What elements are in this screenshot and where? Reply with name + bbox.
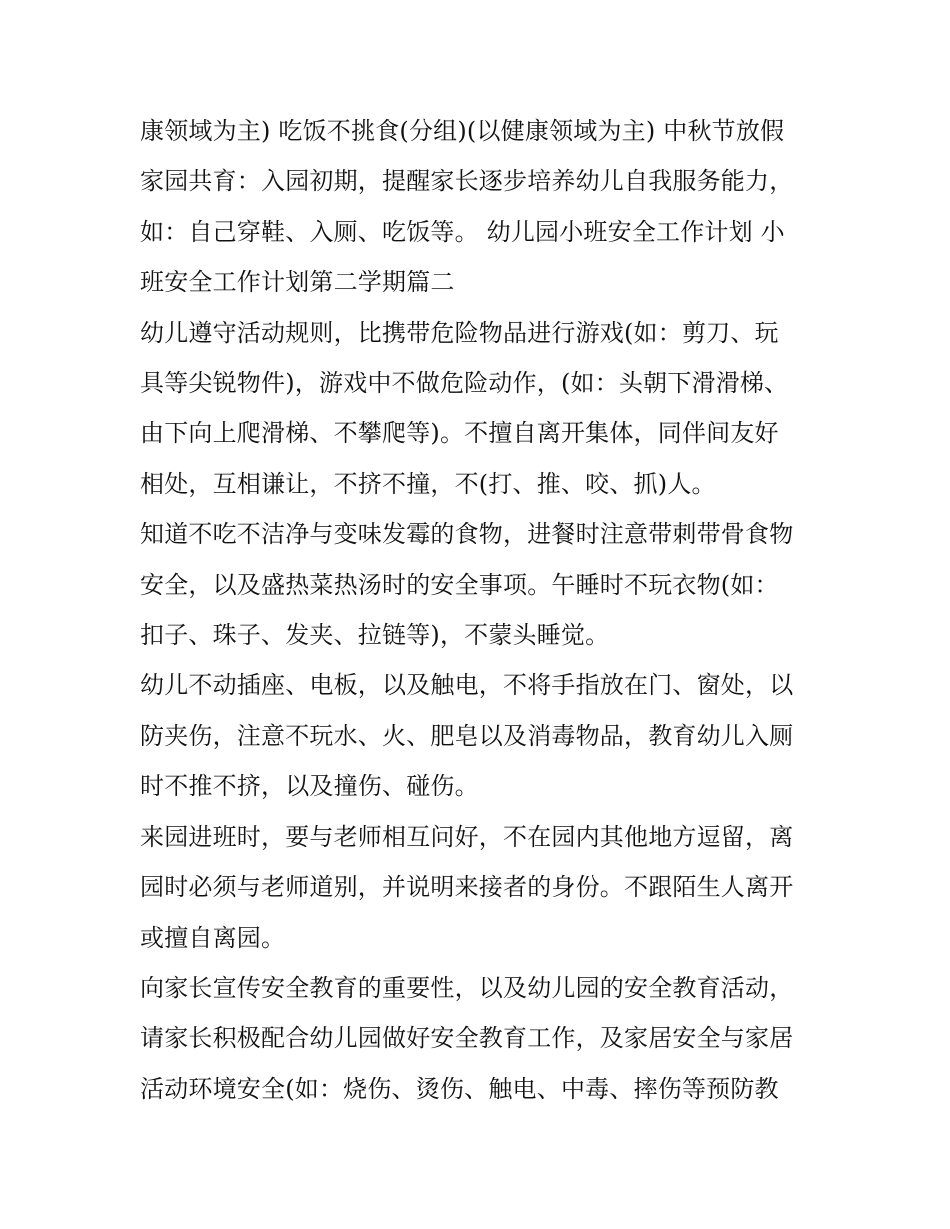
text-line: 相处，互相谦让，不挤不撞，不(打、推、咬、抓)人。 xyxy=(140,469,716,498)
text-line: 请家长积极配合幼儿园做好安全教育工作，及家居安全与家居 xyxy=(140,1024,794,1053)
text-line: 家园共育：入园初期，提醒家长逐步培养幼儿自我服务能力， xyxy=(140,167,794,196)
paragraph-5 xyxy=(140,812,830,963)
paragraph-2 xyxy=(140,308,830,510)
text-line: 幼儿遵守活动规则，比携带危险物品进行游戏(如：剪刀、玩 xyxy=(140,318,779,347)
text-line: 园时必须与老师道别，并说明来接者的身份。不跟陌生人离开 xyxy=(140,873,794,902)
paragraph-4 xyxy=(140,660,830,811)
text-line: 知道不吃不洁净与变味发霉的食物，进餐时注意带刺带骨食物 xyxy=(140,520,794,549)
text-line: 扣子、珠子、发夹、拉链等)，不蒙头睡觉。 xyxy=(140,621,610,650)
text-line: 幼儿不动插座、电板，以及触电，不将手指放在门、窗处，以 xyxy=(140,671,794,700)
text-line: 时不推不挤，以及撞伤、碰伤。 xyxy=(140,772,479,801)
text-line: 安全，以及盛热菜热汤时的安全事项。午睡时不玩衣物(如： xyxy=(140,570,779,599)
text-line: 具等尖锐物件)，游戏中不做危险动作，(如：头朝下滑滑梯、 xyxy=(140,369,789,398)
text-line: 来园进班时，要与老师相互问好，不在园内其他地方逗留，离 xyxy=(140,822,794,851)
text-line: 活动环境安全(如：烧伤、烫伤、触电、中毒、摔伤等预防教 xyxy=(140,1074,779,1103)
paragraph-1 xyxy=(140,106,830,308)
text-line: 如：自己穿鞋、入厕、吃饭等。 幼儿园小班安全工作计划 小 xyxy=(140,217,785,246)
text-line: 或擅自离园。 xyxy=(140,923,286,952)
text-line: 由下向上爬滑梯、不攀爬等)。不擅自离开集体，同伴间友好 xyxy=(140,419,779,448)
text-line: 康领域为主) 吃饭不挑食(分组)(以健康领域为主) 中秋节放假 xyxy=(140,117,785,145)
paragraph-6 xyxy=(140,963,830,1114)
document-body xyxy=(140,106,830,1114)
paragraph-3 xyxy=(140,509,830,660)
text-line: 班安全工作计划第二学期篇二 xyxy=(140,268,455,297)
text-line: 向家长宣传安全教育的重要性，以及幼儿园的安全教育活动， xyxy=(140,973,794,1002)
text-line: 防夹伤，注意不玩水、火、肥皂以及消毒物品，教育幼儿入厕 xyxy=(140,721,794,750)
